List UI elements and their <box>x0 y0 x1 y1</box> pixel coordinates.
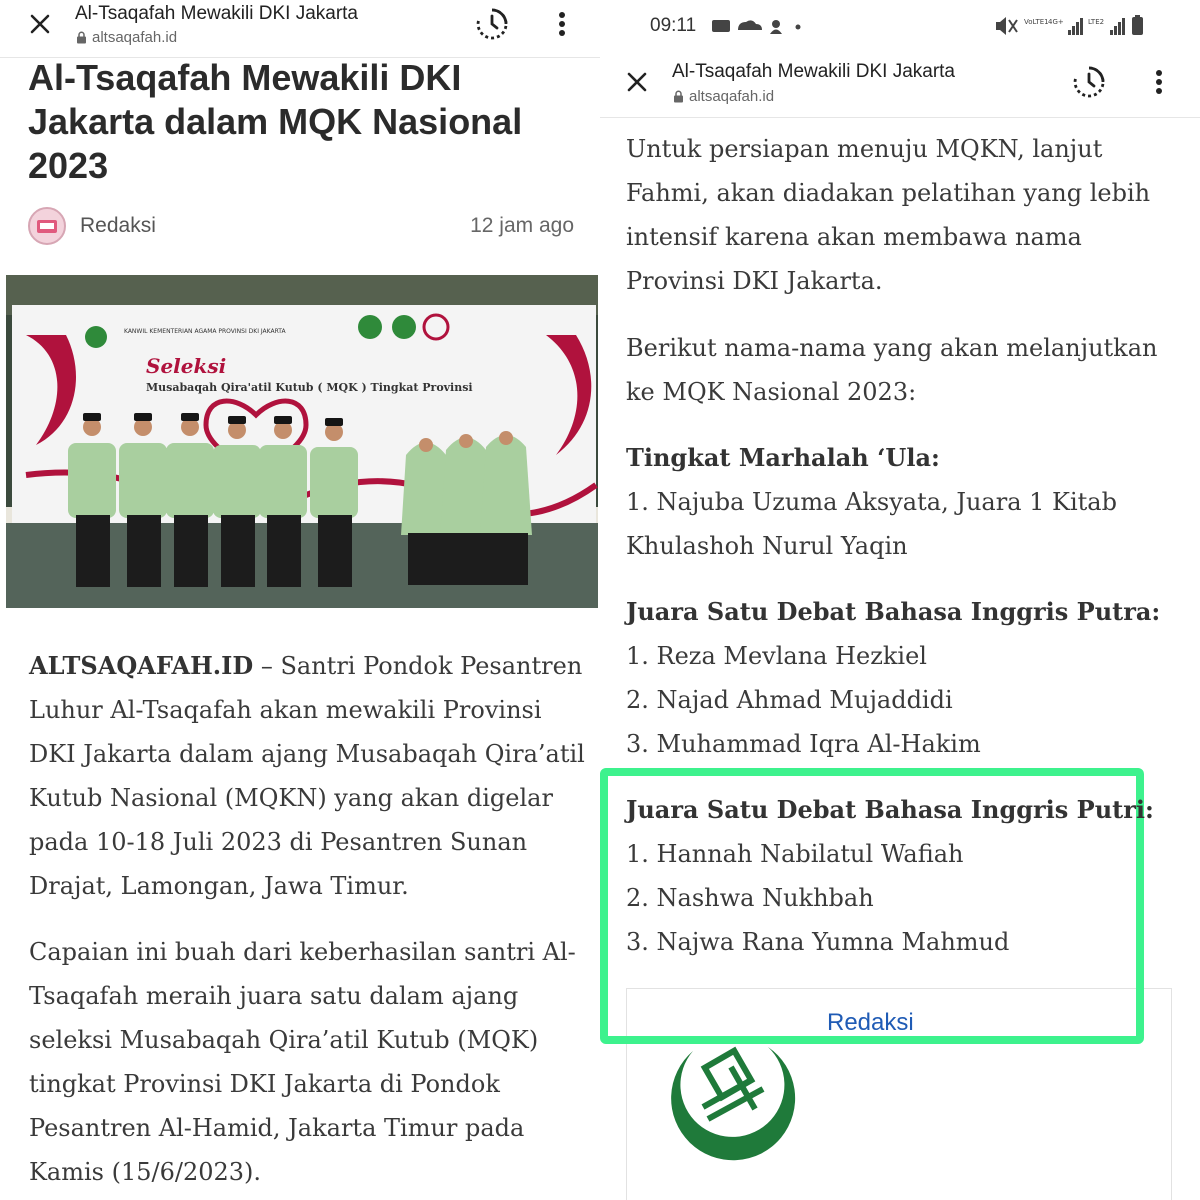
article-paragraph-1 <box>29 644 585 908</box>
more-vert-icon <box>1155 69 1163 95</box>
lock-icon <box>673 90 684 103</box>
url-text: altsaqafah.id <box>689 88 775 105</box>
browser-toolbar <box>600 52 1200 118</box>
section-heading-putri: Juara Satu Debat Bahasa Inggris Putri: <box>626 795 1154 824</box>
banner-heading: KANWIL KEMENTERIAN AGAMA PROVINSI DKI JAKARTA <box>124 328 286 335</box>
right-paragraph-1: Untuk persiapan menuju MQKN, lanjut Fahmi, akan diadakan pelatihan yang lebih intensif karena akan membawa nama Provinsi DKI Jakarta. <box>626 135 1151 295</box>
more-menu-button[interactable] <box>542 4 582 44</box>
svg-text:LTE2: LTE2 <box>1088 18 1105 26</box>
banner-title-1: Seleksi <box>146 354 227 378</box>
site-logo <box>663 1027 803 1167</box>
lock-icon <box>76 31 87 44</box>
article-photo <box>6 275 598 608</box>
list-item: 1. Hannah Nabilatul Wafiah <box>626 840 964 868</box>
status-notification-icons <box>710 16 805 36</box>
author-avatar[interactable] <box>28 207 66 245</box>
article-headline: Al-Tsaqafah Mewakili DKI Jakarta dalam MQK Nasional 2023 <box>28 57 523 186</box>
author-row <box>28 206 574 246</box>
history-icon <box>474 6 510 42</box>
toolbar-url <box>673 88 774 105</box>
close-icon <box>29 13 51 35</box>
site-name-lead: ALTSAQAFAH.ID <box>29 651 254 680</box>
list-item: 3. Najwa Rana Yumna Mahmud <box>626 928 1010 956</box>
toolbar-title: Al-Tsaqafah Mewakili DKI Jakarta <box>75 3 358 24</box>
section-heading-putra: Juara Satu Debat Bahasa Inggris Putra: <box>626 597 1161 626</box>
author-card-name[interactable]: Redaksi <box>827 1009 914 1036</box>
author-name[interactable]: Redaksi <box>80 214 156 237</box>
history-icon <box>1071 64 1107 100</box>
toolbar-url <box>76 29 177 46</box>
group-photo-image <box>6 275 598 608</box>
toolbar-divider <box>600 117 1200 118</box>
article-paragraph-2: Capaian ini buah dari keberhasilan santri Al-Tsaqafah meraih juara satu dalam ajang seleksi Musabaqah Qira’atil Kutub (MQK) tingkat Provinsi DKI Jakarta di Pondok Pesantren Al-Hamid, Jakarta Timur pada Kamis (15/6/2023). <box>29 938 576 1186</box>
banner-title-2: Musabaqah Qira'atil Kutub ( MQK ) Tingkat Provinsi <box>146 381 473 394</box>
browser-toolbar <box>0 0 600 58</box>
more-menu-button[interactable] <box>1139 62 1179 102</box>
section-heading-marhalah: Tingkat Marhalah ‘Ula: <box>626 443 940 472</box>
history-button[interactable] <box>472 4 512 44</box>
url-text: altsaqafah.id <box>92 29 178 46</box>
close-button[interactable] <box>622 67 652 97</box>
list-item: 1. Reza Mevlana Hezkiel <box>626 642 927 670</box>
right-screenshot <box>600 0 1200 1200</box>
publish-time: 12 jam ago <box>470 214 574 237</box>
close-button[interactable] <box>25 9 55 39</box>
status-signal-icons <box>992 14 1152 38</box>
paragraph-1-text: – Santri Pondok Pesantren Luhur Al-Tsaqafah akan mewakili Provinsi DKI Jakarta dalam ajang Musabaqah Qira’atil Kutub Nasional (MQKN) yang akan digelar pada 10-18 Juli 2023 di Pesantren Sunan Drajat, Lamongan, Jawa Timur. <box>29 652 585 900</box>
list-item: 2. Najad Ahmad Mujaddidi <box>626 686 953 714</box>
toolbar-title: Al-Tsaqafah Mewakili DKI Jakarta <box>672 61 955 82</box>
more-vert-icon <box>558 11 566 37</box>
svg-text:4G+: 4G+ <box>1048 18 1064 26</box>
status-time: 09:11 <box>650 15 697 36</box>
status-bar <box>600 0 1200 52</box>
right-paragraph-2: Berikut nama-nama yang akan melanjutkan ke MQK Nasional 2023: <box>626 334 1158 406</box>
history-button[interactable] <box>1069 62 1109 102</box>
list-item: 1. Najuba Uzuma Aksyata, Juara 1 Kitab Khulashoh Nurul Yaqin <box>626 488 1117 560</box>
close-icon <box>626 71 648 93</box>
list-item: 3. Muhammad Iqra Al-Hakim <box>626 730 981 758</box>
list-item: 2. Nashwa Nukhbah <box>626 884 874 912</box>
svg-text:VoLTE1: VoLTE1 <box>1024 18 1049 26</box>
avatar-icon <box>35 217 59 235</box>
